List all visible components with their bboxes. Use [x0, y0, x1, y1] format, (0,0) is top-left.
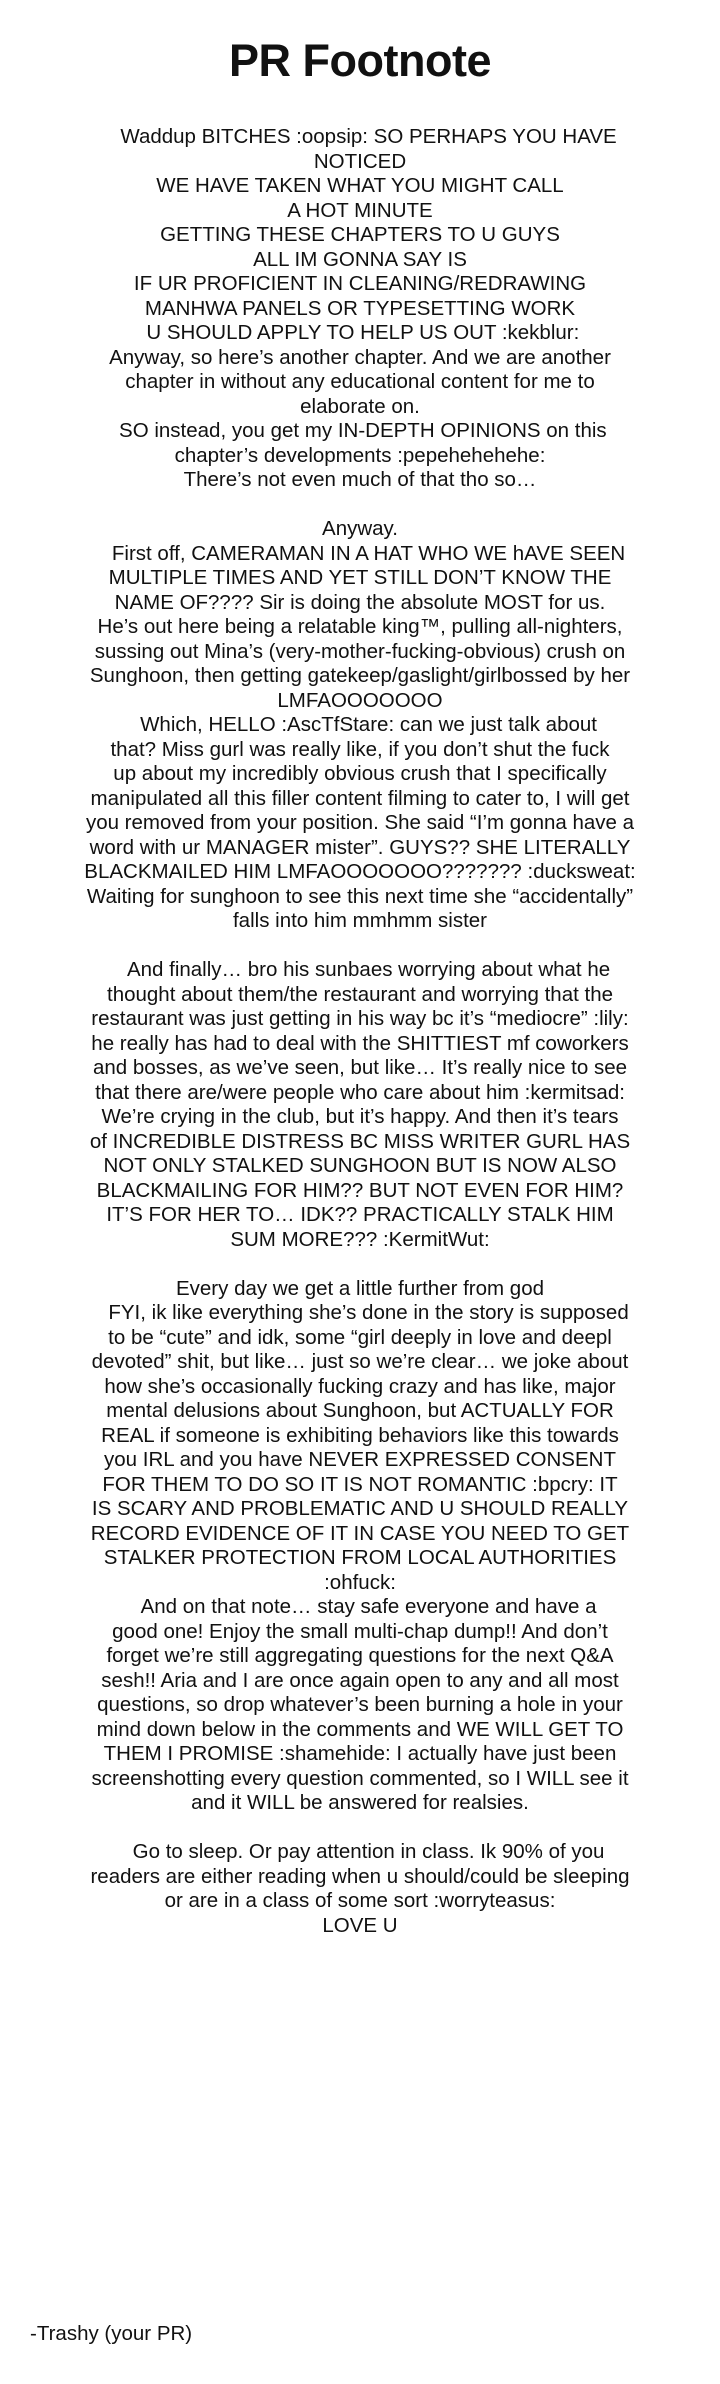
text-line: Waddup BITCHES :oopsip: SO PERHAPS YOU HAVE — [103, 125, 617, 148]
text-line: U SHOULD APPLY TO HELP US OUT :kekblur: — [140, 321, 580, 344]
text-line: MULTIPLE TIMES AND YET STILL DON’T KNOW THE — [108, 566, 612, 589]
footnote-body — [60, 125, 660, 1938]
text-line: FYI, ik like everything she’s done in the story is supposed — [91, 1301, 629, 1324]
text-line: A HOT MINUTE — [287, 198, 433, 222]
text-line: elaborate on. — [300, 394, 420, 418]
text-line: restaurant was just getting in his way bc it’s “mediocre” :lily: — [91, 1007, 629, 1030]
text-line: And finally… bro his sunbaes worrying about what he — [109, 958, 611, 981]
text-line: SUM MORE??? :KermitWut: — [230, 1227, 490, 1251]
text-line: :ohfuck: — [324, 1570, 396, 1594]
text-line: chapter’s developments :pepehehehehe: — [174, 443, 546, 467]
text-line: good one! Enjoy the small multi-chap dump!! And don’t — [112, 1619, 608, 1643]
text-line: that there are/were people who care about him :kermitsad: — [95, 1080, 625, 1104]
text-line: sussing out Mina’s (very-mother-fucking-obvious) crush on — [94, 639, 626, 663]
text-line: LMFAOOOOOOO — [277, 688, 443, 712]
text-line: ALL IM GONNA SAY IS — [253, 247, 467, 271]
text-line: thought about them/the restaurant and worrying that the — [107, 982, 613, 1006]
text-line: you removed from your position. She said “I’m gonna have a — [85, 811, 635, 834]
text-line: or are in a class of some sort :worryteasus: — [164, 1889, 556, 1912]
text-line: Sunghoon, then getting gatekeep/gaslight/girlbossed by her — [89, 664, 631, 687]
text-line: NOT ONLY STALKED SUNGHOON BUT IS NOW ALSO — [103, 1154, 617, 1177]
text-line: THEM I PROMISE :shamehide: I actually have just been — [103, 1742, 617, 1765]
text-line: to be “cute” and idk, some “girl deeply in love and deepl — [108, 1325, 612, 1349]
text-line: of INCREDIBLE DISTRESS BC MISS WRITER GURL HAS — [89, 1129, 631, 1153]
text-line: questions, so drop whatever’s been burning a hole in your — [97, 1693, 623, 1716]
text-line: WE HAVE TAKEN WHAT YOU MIGHT CALL — [156, 174, 564, 197]
text-line: manipulated all this filler content filming to cater to, I will get — [90, 786, 630, 810]
signature: -Trashy (your PR) — [30, 2322, 193, 2345]
text-line: that? Miss gurl was really like, if you don’t shut the fuck — [110, 737, 610, 761]
text-line: falls into him mmhmm sister — [232, 909, 487, 932]
text-line: Which, HELLO :AscTfStare: can we just talk about — [123, 713, 597, 736]
text-line: LOVE U — [322, 1913, 398, 1937]
text-line: Anyway, so here’s another chapter. And we are another — [109, 345, 611, 369]
text-line: BLACKMAILING FOR HIM?? BUT NOT EVEN FOR HIM? — [96, 1178, 624, 1202]
text-line: readers are either reading when u should/could be sleeping — [90, 1864, 630, 1888]
text-line: Go to sleep. Or pay attention in class. Ik 90% of you — [115, 1840, 605, 1863]
text-line — [60, 934, 660, 959]
text-line: Anyway. — [322, 517, 398, 540]
text-line: GETTING THESE CHAPTERS TO U GUYS — [160, 223, 560, 246]
text-line: NOTICED — [313, 149, 407, 173]
text-line: and bosses, as we’ve seen, but like… It’s really nice to see — [92, 1056, 628, 1079]
text-line: Waiting for sunghoon to see this next time she “accidentally” — [86, 884, 634, 908]
text-line: And on that note… stay safe everyone and have a — [123, 1595, 597, 1618]
text-line: forget we’re still aggregating questions for the next Q&A — [106, 1644, 614, 1667]
text-line: how she’s occasionally fucking crazy and has like, major — [104, 1374, 616, 1398]
text-line: NAME OF???? Sir is doing the absolute MOST for us. — [114, 590, 606, 614]
text-line — [60, 493, 660, 518]
text-line: BLACKMAILED HIM LMFAOOOOOOO??????? :ducksweat: — [84, 860, 636, 883]
text-line: Every day we get a little further from god — [175, 1276, 545, 1300]
text-line: you IRL and you have NEVER EXPRESSED CONSENT — [104, 1448, 616, 1471]
text-line: up about my incredibly obvious crush that I specifically — [113, 762, 607, 785]
page-title: PR Footnote — [229, 35, 491, 86]
text-line: devoted” shit, but like… just so we’re clear… we joke about — [91, 1350, 629, 1373]
text-line: REAL if someone is exhibiting behaviors like this towards — [101, 1423, 619, 1447]
text-line: STALKER PROTECTION FROM LOCAL AUTHORITIES — [103, 1546, 617, 1569]
text-line: He’s out here being a relatable king™, pulling all-nighters, — [97, 615, 623, 638]
text-line: RECORD EVIDENCE OF IT IN CASE YOU NEED TO GET — [90, 1521, 630, 1545]
text-line: We’re crying in the club, but it’s happy. And then it’s tears — [101, 1105, 619, 1128]
text-line: word with ur MANAGER mister”. GUYS?? SHE LITERALLY — [89, 835, 631, 859]
text-line: IT’S FOR HER TO… IDK?? PRACTICALLY STALK HIM — [106, 1203, 614, 1226]
text-line: IF UR PROFICIENT IN CLEANING/REDRAWING — [133, 272, 587, 295]
text-line: IS SCARY AND PROBLEMATIC AND U SHOULD REALLY — [91, 1497, 629, 1520]
text-line — [60, 1816, 660, 1841]
text-line: SO instead, you get my IN-DEPTH OPINIONS on this — [113, 419, 607, 442]
text-line: MANHWA PANELS OR TYPESETTING WORK — [144, 296, 576, 320]
text-line: screenshotting every question commented, so I WILL see it — [91, 1766, 629, 1790]
text-line: and it WILL be answered for realsies. — [191, 1791, 529, 1814]
text-line — [60, 1252, 660, 1277]
text-line: he really has had to deal with the SHITTIEST mf coworkers — [91, 1031, 629, 1055]
text-line: chapter in without any educational content for me to — [125, 370, 595, 393]
text-line: mental delusions about Sunghoon, but ACTUALLY FOR — [106, 1399, 614, 1422]
text-line: FOR THEM TO DO SO IT IS NOT ROMANTIC :bpcry: IT — [102, 1472, 618, 1496]
text-line: mind down below in the comments and WE WILL GET TO — [96, 1717, 624, 1741]
text-line: First off, CAMERAMAN IN A HAT WHO WE hAVE SEEN — [94, 541, 626, 565]
text-line: There’s not even much of that tho so… — [183, 468, 537, 491]
text-line: sesh!! Aria and I are once again open to any and all most — [101, 1668, 619, 1692]
